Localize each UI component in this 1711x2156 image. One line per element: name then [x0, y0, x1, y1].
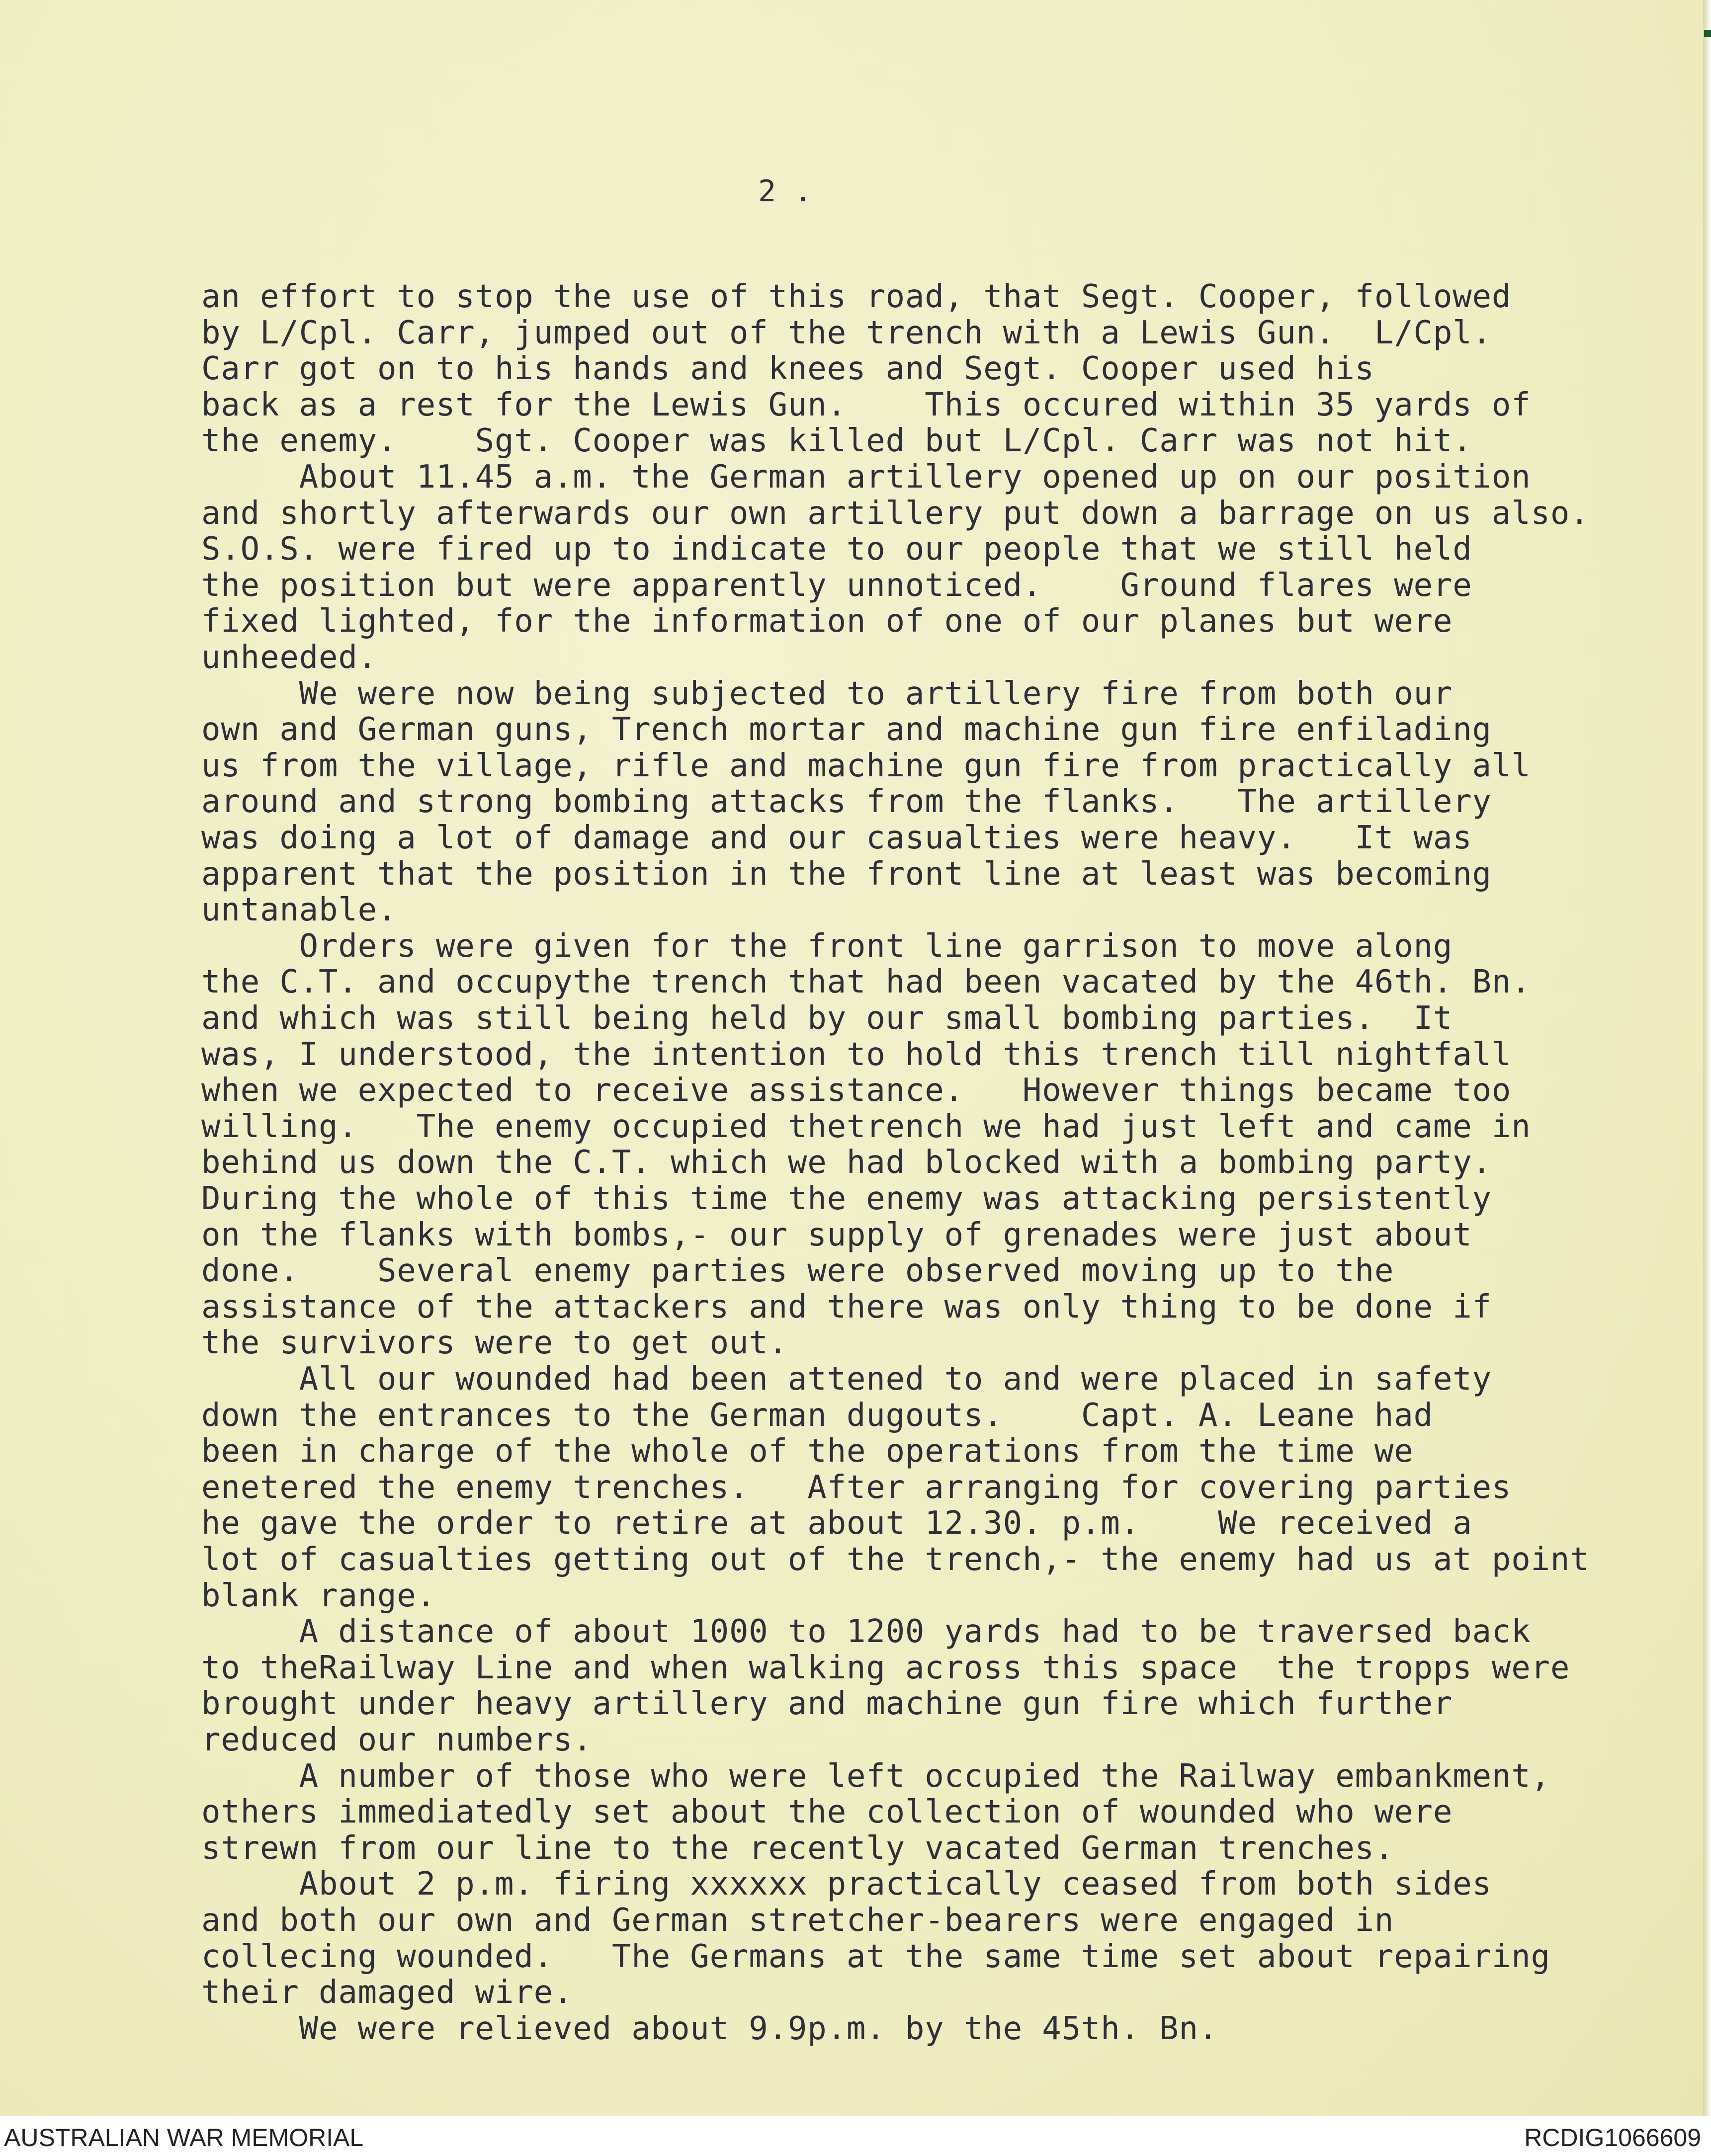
typed-line: the position but were apparently unnoticed. Ground flares were — [201, 567, 1472, 604]
typed-line: done. Several enemy parties were observed moving up to the — [201, 1252, 1394, 1290]
footer-institution: AUSTRALIAN WAR MEMORIAL — [4, 2124, 364, 2152]
typed-line: willing. The enemy occupied thetrench we had just left and came in — [201, 1108, 1531, 1145]
typed-line: own and German guns, Trench mortar and machine gun fire enfilading — [201, 711, 1492, 748]
typed-line: on the flanks with bombs,- our supply of grenades were just about — [201, 1216, 1472, 1253]
typed-line: A distance of about 1000 to 1200 yards had to be traversed back — [201, 1613, 1531, 1651]
typed-line: fixed lighted, for the information of one of our planes but were — [201, 603, 1453, 640]
typed-line: others immediatedly set about the collection of wounded who were — [201, 1794, 1453, 1831]
typed-line: and shortly afterwards our own artillery put down a barrage on us also. — [201, 495, 1590, 532]
typed-line: their damaged wire. — [201, 1974, 573, 2011]
typed-line: brought under heavy artillery and machine gun fire which further — [201, 1685, 1453, 1723]
typed-line: During the whole of this time the enemy was attacking persistently — [201, 1180, 1492, 1217]
typed-line: We were now being subjected to artillery fire from both our — [201, 675, 1453, 712]
page-edge — [1703, 0, 1711, 2116]
typed-line: and both our own and German stretcher-bearers were engaged in — [201, 1902, 1394, 1939]
typed-line: by L/Cpl. Carr, jumped out of the trench with a Lewis Gun. L/Cpl. — [201, 314, 1492, 351]
typed-line: apparent that the position in the front line at least was becoming — [201, 855, 1492, 893]
typed-line: down the entrances to the German dugouts. Capt. A. Leane had — [201, 1397, 1433, 1434]
typed-line: an effort to stop the use of this road, that Segt. Cooper, followed — [201, 278, 1512, 315]
typed-line: behind us down the C.T. which we had blocked with a bombing party. — [201, 1144, 1492, 1181]
page-number: 2 . — [758, 174, 812, 209]
typed-line: All our wounded had been attened to and were placed in safety — [201, 1361, 1492, 1398]
typed-line: was, I understood, the intention to hold this trench till nightfall — [201, 1036, 1512, 1073]
typed-line: blank range. — [201, 1577, 436, 1614]
typed-line: S.O.S. were fired up to indicate to our people that we still held — [201, 531, 1472, 568]
typed-line: been in charge of the whole of the operations from the time we — [201, 1433, 1414, 1470]
typed-line: lot of casualties getting out of the trench,- the enemy had us at point — [201, 1541, 1590, 1578]
typed-line: assistance of the attackers and there was only thing to be done if — [201, 1288, 1492, 1326]
typed-line: us from the village, rifle and machine gun fire from practically all — [201, 747, 1531, 784]
typed-line: to theRailway Line and when walking across this space the tropps were — [201, 1649, 1570, 1686]
typed-line: when we expected to receive assistance. However things became too — [201, 1072, 1512, 1109]
typed-line: untanable. — [201, 892, 397, 929]
typed-line: About 2 p.m. firing xxxxxx practically ceased from both sides — [201, 1866, 1492, 1903]
typed-line: unheeded. — [201, 639, 377, 676]
typed-line: was doing a lot of damage and our casualties were heavy. It was — [201, 820, 1472, 856]
typed-line: Orders were given for the front line garrison to move along — [201, 927, 1453, 965]
typed-line: reduced our numbers. — [201, 1722, 593, 1758]
typed-line: back as a rest for the Lewis Gun. This occured within 35 yards of — [201, 386, 1531, 423]
typed-line: and which was still being held by our small bombing parties. It — [201, 1000, 1453, 1037]
typed-line: the C.T. and occupythe trench that had been vacated by the 46th. Bn. — [201, 964, 1531, 1001]
footer-record-id: RCDIG1066609 — [1524, 2124, 1701, 2152]
typed-line: collecing wounded. The Germans at the same time set about repairing — [201, 1938, 1550, 1975]
edge-mark — [1704, 30, 1711, 37]
typed-line: he gave the order to retire at about 12.30. p.m. We received a — [201, 1505, 1472, 1542]
typed-line: Carr got on to his hands and knees and Segt. Cooper used his — [201, 350, 1374, 388]
typed-line: A number of those who were left occupied the Railway embankment, — [201, 1757, 1550, 1795]
typed-line: around and strong bombing attacks from the flanks. The artillery — [201, 783, 1492, 821]
typed-line: strewn from our line to the recently vacated German trenches. — [201, 1829, 1394, 1867]
typed-line: the enemy. Sgt. Cooper was killed but L/Cpl. Carr was not hit. — [201, 422, 1472, 460]
typed-line: About 11.45 a.m. the German artillery opened up on our position — [201, 459, 1531, 496]
archive-footer — [0, 2116, 1711, 2156]
typed-line: enetered the enemy trenches. After arranging for covering parties — [201, 1469, 1512, 1506]
typed-line: the survivors were to get out. — [201, 1325, 788, 1362]
typed-line: We were relieved about 9.9p.m. by the 45th. Bn. — [201, 2010, 1218, 2047]
